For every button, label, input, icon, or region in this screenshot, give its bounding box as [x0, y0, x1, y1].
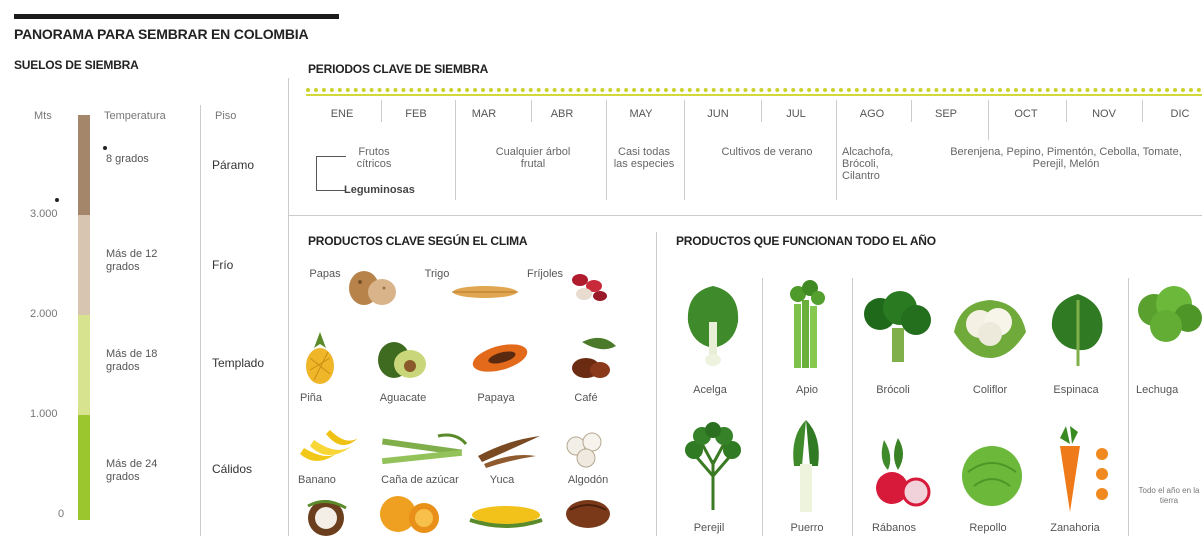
cotton-icon: [562, 430, 610, 470]
celery-icon: [780, 274, 832, 370]
product-perejil-label: Perejil: [693, 522, 725, 534]
coconut-icon: [302, 496, 350, 536]
period-citricos: Frutos cítricos: [356, 146, 392, 170]
month-sep-5: [684, 100, 685, 200]
periods-rule: [306, 94, 1202, 96]
product-puerro-label: Puerro: [790, 522, 824, 534]
corn-icon: [468, 500, 544, 530]
sugarcane-icon: [378, 430, 468, 470]
year-note: Todo el año en la tierra: [1138, 486, 1200, 505]
month-nov: NOV: [1092, 108, 1116, 120]
month-sep-11: [1142, 100, 1143, 122]
product-zanahoria-label: Zanahoria: [1050, 522, 1100, 534]
lettuce-icon: [1134, 282, 1202, 372]
product-espinaca-label: Espinaca: [1053, 384, 1099, 396]
cassava-icon: [474, 430, 544, 470]
product-yuca-label: Yuca: [489, 474, 515, 486]
temp-paramo: 8 grados: [106, 153, 149, 165]
orange-icon: [376, 490, 446, 536]
month-dic: DIC: [1170, 108, 1190, 120]
product-brocoli-label: Brócoli: [876, 384, 910, 396]
altitude-tick-2000: 2.000: [30, 308, 58, 320]
products-divider: [656, 232, 657, 536]
connector-horizontal: [316, 156, 346, 157]
potato-icon: [344, 268, 400, 308]
altitude-tick-0: 0: [58, 508, 65, 520]
month-sep-7: [836, 100, 837, 200]
month-sep-6: [761, 100, 762, 122]
chard-icon: [682, 282, 744, 370]
cabbage-icon: [954, 442, 1030, 508]
leek-icon: [782, 416, 830, 516]
floor-column-header: Piso: [215, 110, 237, 122]
carrot-icon: [1046, 424, 1116, 516]
period-alcachofa: Alcachofa, Brócoli, Cilantro: [842, 146, 894, 182]
floor-frio: Frío: [212, 258, 234, 272]
broccoli-icon: [858, 290, 936, 366]
radish-icon: [864, 436, 934, 512]
coffee-icon: [562, 332, 618, 382]
product-trigo-label: Trigo: [424, 268, 450, 280]
periods-heading: PERIODOS CLAVE DE SIEMBRA: [308, 62, 489, 76]
banana-icon: [296, 424, 360, 468]
month-sep-10: [1066, 100, 1067, 122]
product-rabanos-label: Rábanos: [871, 522, 917, 534]
month-sep-4: [606, 100, 607, 200]
altitude-column-header: Mts: [34, 110, 52, 122]
products-top-rule: [288, 215, 1202, 216]
product-lechuga-label: Lechuga: [1136, 384, 1179, 396]
avocado-icon: [372, 332, 430, 382]
floor-paramo: Páramo: [212, 158, 255, 172]
altitude-band-paramo: [78, 115, 90, 215]
cacao-icon: [562, 490, 614, 534]
connector-horizontal-2: [316, 190, 346, 191]
product-acelga-label: Acelga: [693, 384, 727, 396]
year-products-heading: PRODUCTOS QUE FUNCIONAN TODO EL AÑO: [676, 234, 936, 248]
altitude-tick-1000: 1.000: [30, 408, 58, 420]
period-verano: Cultivos de verano: [721, 146, 813, 158]
product-apio-label: Apio: [795, 384, 819, 396]
period-especies: Casi todas las especies: [613, 146, 675, 170]
month-may: MAY: [629, 108, 653, 120]
climate-products-heading: PRODUCTOS CLAVE SEGÚN EL CLIMA: [308, 234, 528, 248]
altitude-tick-3000: 3.000: [30, 208, 58, 220]
product-aguacate-label: Aguacate: [379, 392, 427, 404]
month-sep-9: [988, 100, 989, 140]
month-feb: FEB: [405, 108, 427, 120]
month-abr: ABR: [550, 108, 574, 120]
month-ago: AGO: [859, 108, 885, 120]
month-sep-2: [455, 100, 456, 200]
papaya-icon: [470, 338, 530, 378]
product-banano-label: Banano: [298, 474, 336, 486]
altitude-marker: [55, 198, 59, 202]
product-papaya-label: Papaya: [477, 392, 515, 404]
periods-dotted-rule: [306, 88, 1202, 92]
product-cafe-label: Café: [574, 392, 598, 404]
altitude-band-calido: [78, 415, 90, 520]
product-repollo-label: Repollo: [969, 522, 1007, 534]
floor-calido: Cálidos: [212, 462, 253, 476]
year-divider-2: [852, 278, 853, 536]
parsley-icon: [680, 420, 746, 512]
product-algodon-label: Algodón: [567, 474, 609, 486]
month-oct: OCT: [1014, 108, 1038, 120]
period-hortalizas: Berenjena, Pepino, Pimentón, Cebolla, Tomate, Perejil, Melón: [950, 146, 1182, 170]
period-leguminosas: Leguminosas: [344, 184, 415, 196]
product-coliflor-label: Coliflor: [972, 384, 1008, 396]
month-sep-3: [531, 100, 532, 122]
temp-templado: Más de 18 grados: [106, 348, 158, 373]
temp-calido: Más de 24 grados: [106, 458, 158, 483]
temp-frio: Más de 12 grados: [106, 248, 158, 273]
month-sep-8: [911, 100, 912, 122]
altitude-band-templado: [78, 315, 90, 415]
page-title: PANORAMA PARA SEMBRAR EN COLOMBIA: [14, 26, 309, 42]
period-frutales: Cualquier árbol frutal: [495, 146, 571, 170]
month-jun: JUN: [707, 108, 729, 120]
soils-divider: [200, 105, 201, 536]
wheat-icon: [450, 282, 520, 302]
product-papas-label: Papas: [309, 268, 341, 280]
section-divider: [288, 78, 289, 536]
month-sep: SEP: [934, 108, 957, 120]
beans-icon: [566, 268, 610, 304]
month-jul: JUL: [786, 108, 806, 120]
floor-templado: Templado: [212, 356, 265, 370]
product-frijoles-label: Fríjoles: [526, 268, 564, 280]
cauliflower-icon: [950, 292, 1030, 362]
month-sep-1: [381, 100, 382, 122]
spinach-icon: [1044, 290, 1110, 370]
temperature-marker: [103, 146, 107, 150]
altitude-band-frio: [78, 215, 90, 315]
soils-heading: SUELOS DE SIEMBRA: [14, 58, 139, 72]
temperature-column-header: Temperatura: [104, 110, 166, 122]
product-cana-label: Caña de azúcar: [381, 474, 459, 486]
year-divider-1: [762, 278, 763, 536]
title-rule: [14, 14, 339, 19]
month-ene: ENE: [330, 108, 354, 120]
product-pina-label: Piña: [300, 392, 323, 404]
month-mar: MAR: [471, 108, 497, 120]
year-divider-3: [1128, 278, 1129, 536]
pineapple-icon: [300, 330, 340, 386]
connector-vertical: [316, 156, 317, 190]
